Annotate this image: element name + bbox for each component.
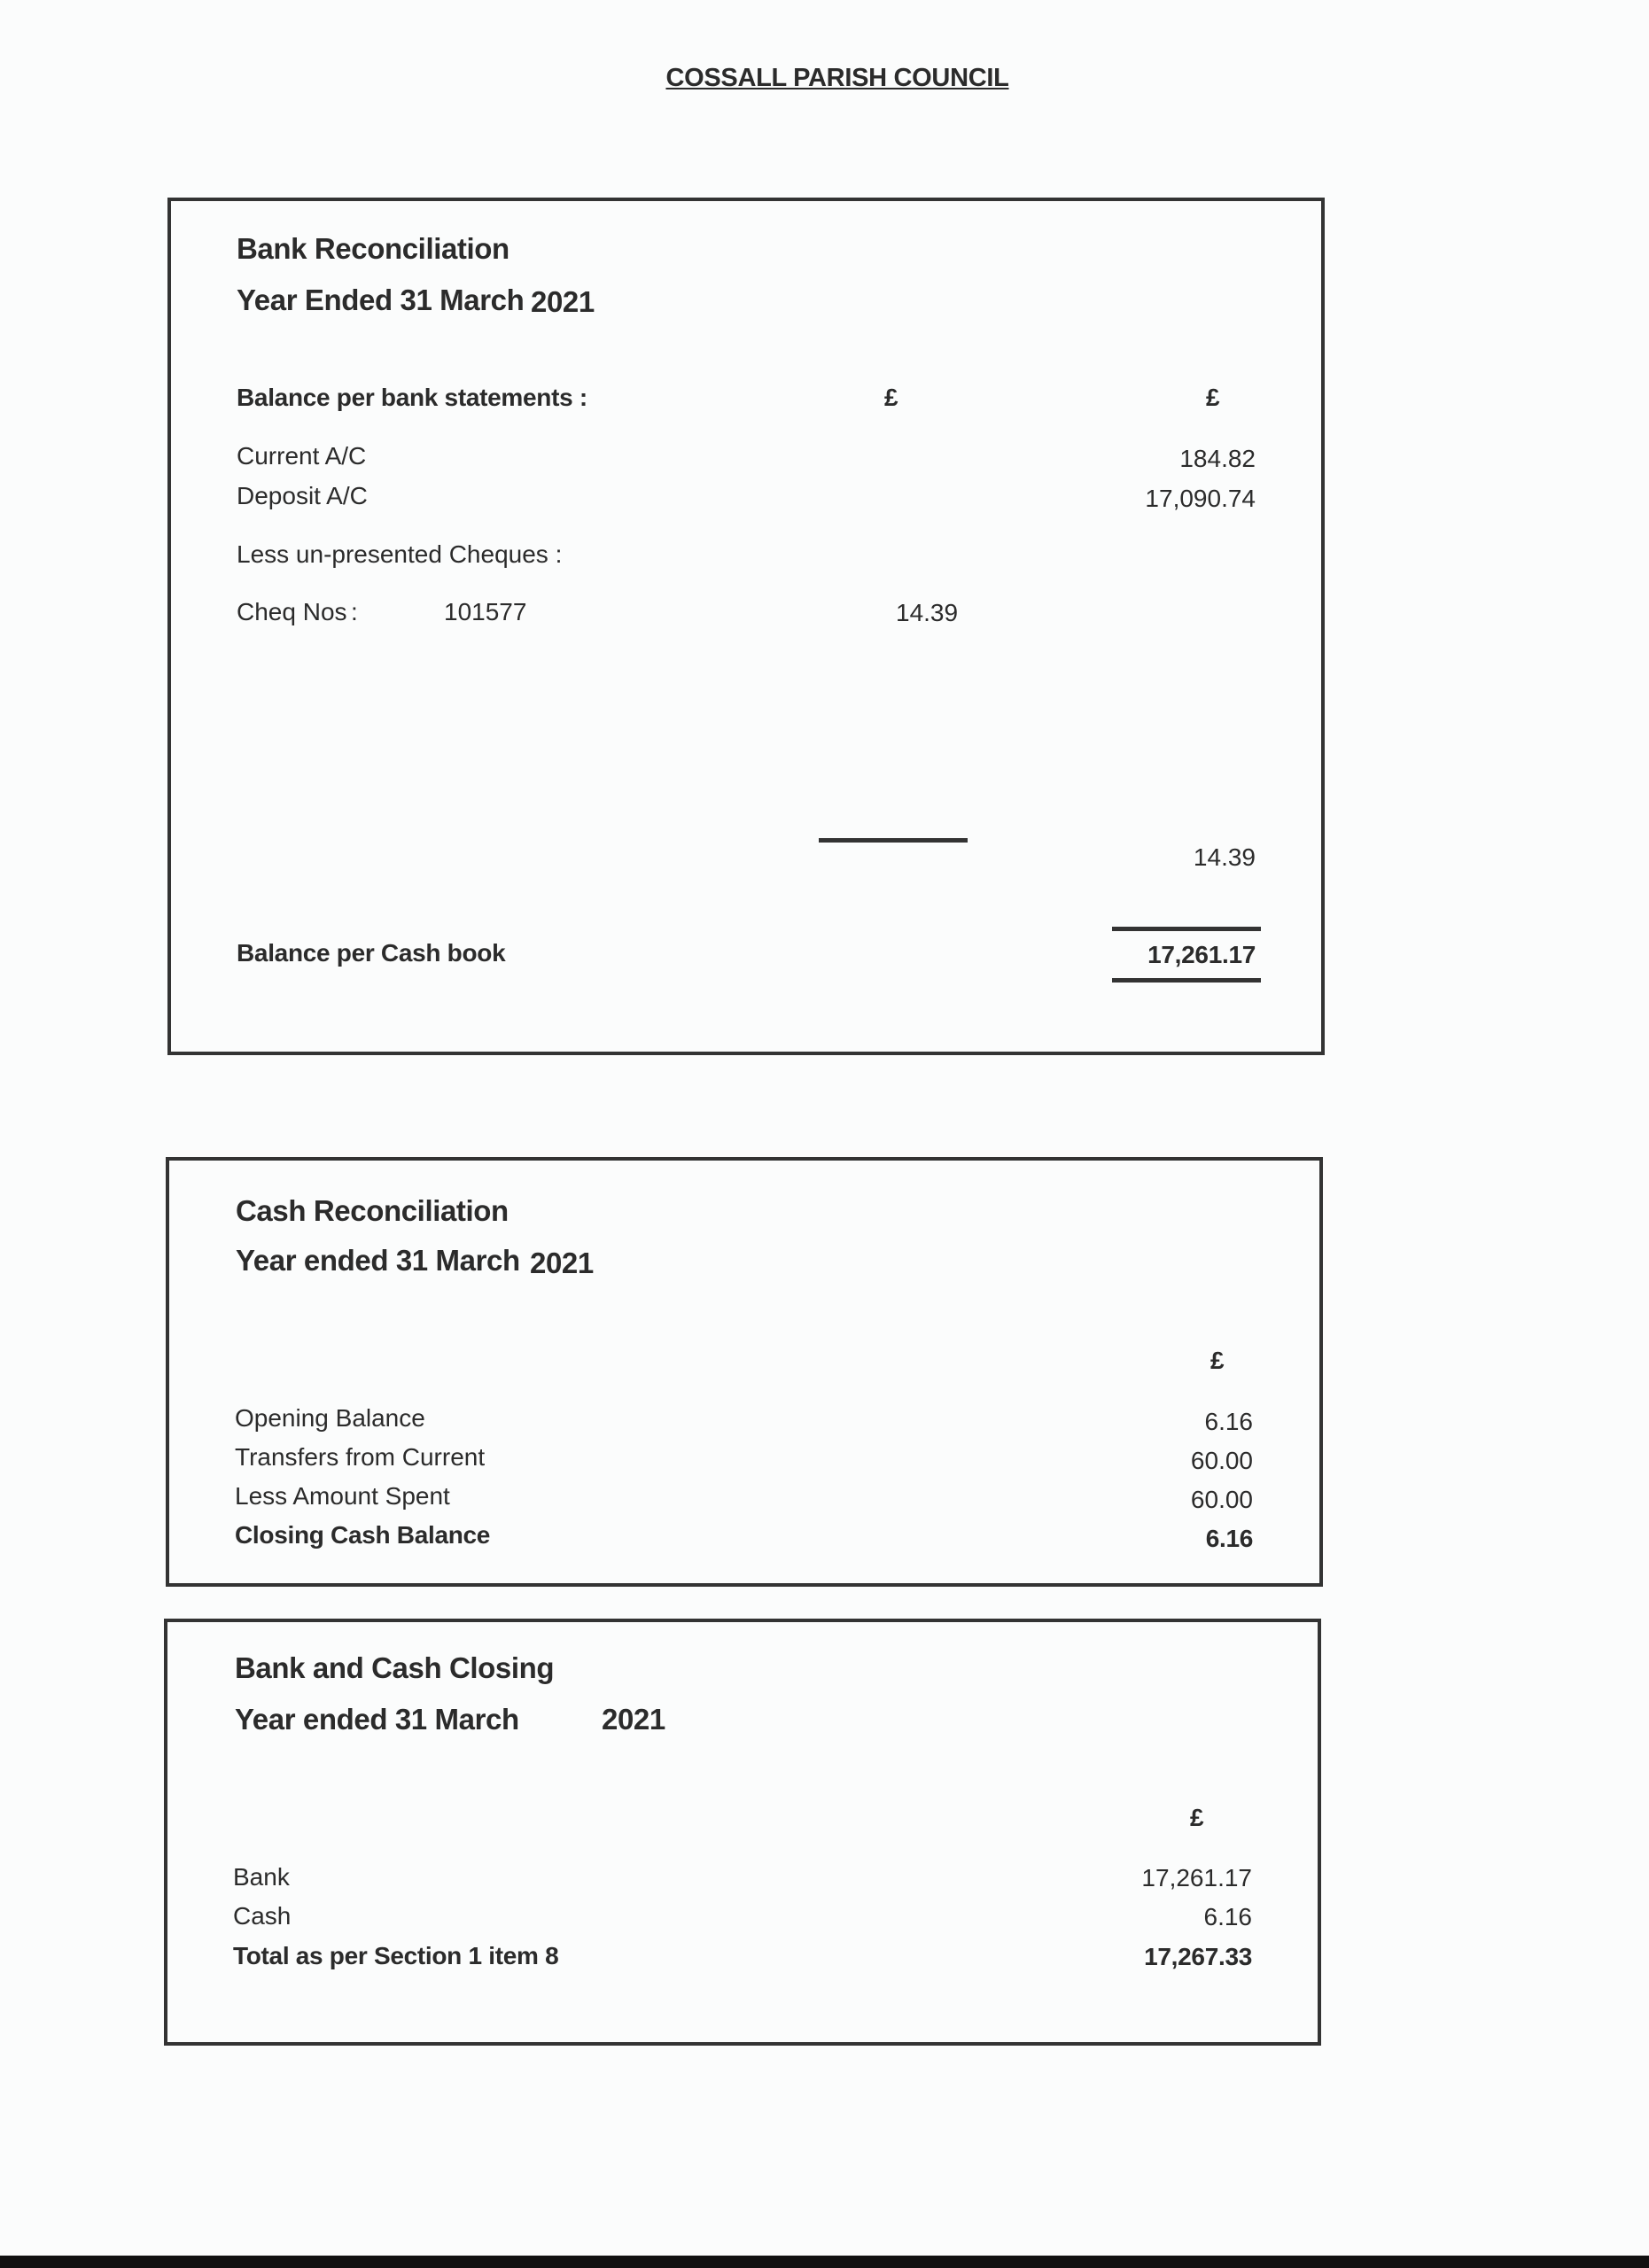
transfers-label: Transfers from Current [235,1443,486,1471]
closing-year-label: Year ended 31 March [235,1703,519,1736]
less-unpresented-label: Less un-presented Cheques : [237,540,563,568]
cheq-nos-label: Cheq Nos [237,598,347,625]
bank-rec-year-label: Year Ended 31 March [237,284,525,316]
bank-rec-title: Bank Reconciliation [237,232,509,265]
opening-balance-value: 6.16 [1204,1408,1253,1435]
bank-label: Bank [233,1863,290,1891]
cashbook-double-rule [1112,978,1261,983]
current-ac-label: Current A/C [237,442,367,470]
total-value: 17,267.33 [1144,1943,1252,1970]
opening-balance-label: Opening Balance [235,1404,425,1432]
cheq-nos-colon: : [351,598,358,625]
closing-cash-label: Closing Cash Balance [235,1521,491,1549]
cash-rec-pound-symbol: £ [1210,1347,1225,1374]
cash-rec-title: Cash Reconciliation [236,1194,509,1227]
cash-rec-year-label: Year ended 31 March [236,1244,520,1277]
cheq-amount: 14.39 [896,599,959,626]
closing-pound-symbol: £ [1190,1804,1204,1831]
total-label: Total as per Section 1 item 8 [233,1942,559,1969]
cash-label: Cash [233,1902,292,1930]
cash-rec-year: 2021 [530,1247,594,1279]
cash-value: 6.16 [1203,1903,1252,1930]
scan-edge [0,2256,1649,2268]
cheq-number: 101577 [444,598,527,625]
bank-value: 17,261.17 [1141,1864,1252,1891]
closing-year: 2021 [602,1703,665,1736]
bank-rec-year: 2021 [531,285,595,318]
deposit-ac-value: 17,090.74 [1145,485,1256,512]
pound-symbol-col1: £ [884,384,898,411]
pound-symbol-col2: £ [1206,384,1220,411]
cashbook-top-rule [1112,927,1261,931]
transfers-value: 60.00 [1190,1447,1253,1474]
council-title: COSSALL PARISH COUNCIL [665,64,1009,92]
balance-per-cashbook-value: 17,261.17 [1147,941,1256,968]
less-spent-value: 60.00 [1190,1486,1253,1513]
deposit-ac-label: Deposit A/C [237,482,368,509]
balance-per-cashbook-label: Balance per Cash book [237,939,506,967]
closing-cash-value: 6.16 [1205,1525,1253,1552]
closing-title: Bank and Cash Closing [235,1651,555,1684]
cheq-total: 14.39 [1193,843,1256,871]
current-ac-value: 184.82 [1179,445,1256,472]
balance-per-bank-label: Balance per bank statements : [237,384,587,411]
subtotal-rule [819,838,968,843]
less-spent-label: Less Amount Spent [235,1482,450,1510]
